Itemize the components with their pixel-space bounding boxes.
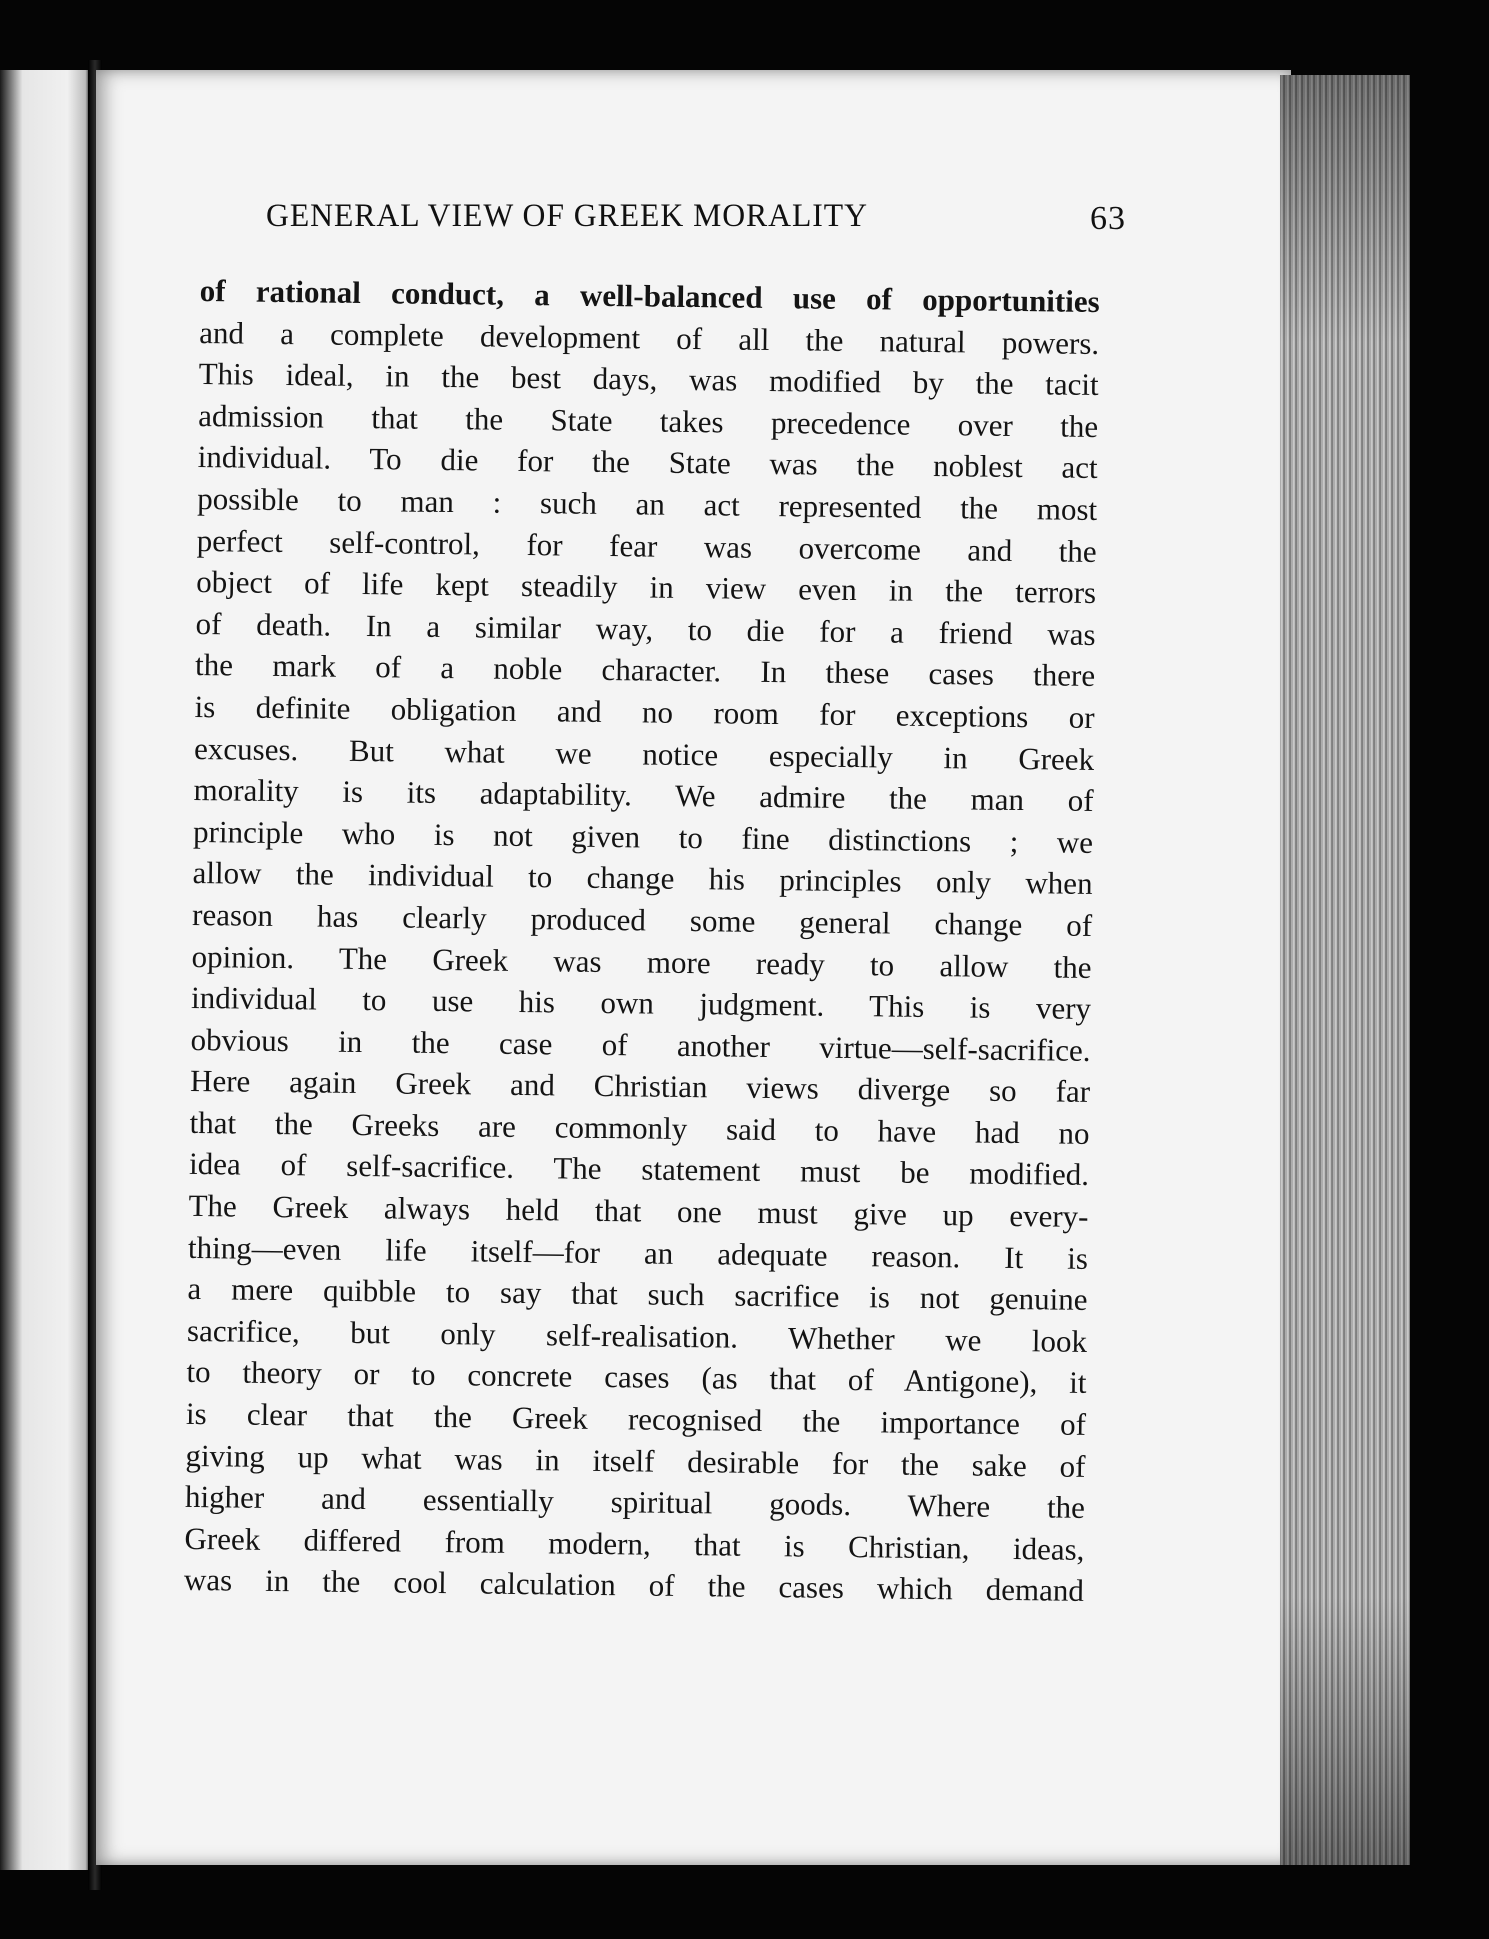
text-line: This ideal, in the best days, was modified by the tacit bbox=[198, 356, 1099, 403]
running-header bbox=[266, 198, 1126, 235]
page-number: 63 bbox=[1090, 200, 1126, 237]
text-line: is clear that the Greek recognised the importance of bbox=[185, 1395, 1087, 1442]
text-line: that the Greeks are commonly said to have had no bbox=[189, 1104, 1090, 1151]
text-line: admission that the State takes precedence over the bbox=[198, 397, 1099, 444]
text-line: individual to use his own judgment. This is very bbox=[190, 980, 1092, 1027]
text-line: individual. To die for the State was the noblest act bbox=[197, 439, 1098, 486]
text-line: reason has clearly produced some general change of bbox=[191, 896, 1093, 943]
text-line: of rational conduct, a well-balanced use of opportunities bbox=[199, 272, 1100, 319]
text-line: perfect self-control, for fear was overcome and the bbox=[196, 522, 1097, 569]
page-edges bbox=[1280, 75, 1410, 1865]
text-line: is definite obligation and no room for exceptions or bbox=[194, 688, 1095, 735]
text-line: was in the cool calculation of the cases which demand bbox=[183, 1562, 1085, 1609]
adjacent-left-page bbox=[0, 70, 90, 1870]
text-line: opinion. The Greek was more ready to allow the bbox=[191, 938, 1092, 985]
text-line: possible to man : such an act represented the most bbox=[196, 480, 1098, 527]
text-line: idea of self-sacrifice. The statement must be modified. bbox=[188, 1146, 1090, 1193]
text-line: Greek differed from modern, that is Christian, ideas, bbox=[184, 1520, 1085, 1567]
text-line: principle who is not given to fine distinctions ; we bbox=[192, 813, 1094, 860]
text-line: morality is its adaptability. We admire the man of bbox=[193, 772, 1094, 819]
text-line: allow the individual to change his principles only when bbox=[192, 855, 1093, 902]
text-line: the mark of a noble character. In these cases there bbox=[194, 647, 1096, 694]
text-line: of death. In a similar way, to die for a friend was bbox=[195, 605, 1096, 652]
body-text bbox=[184, 270, 1100, 1612]
text-line: thing—even life itself—for an adequate reason. It is bbox=[187, 1229, 1089, 1276]
text-line: obvious in the case of another virtue—self-sacrifice. bbox=[190, 1021, 1091, 1068]
text-line: and a complete development of all the natural powers. bbox=[199, 314, 1100, 361]
text-line: The Greek always held that one must give up every- bbox=[188, 1187, 1089, 1234]
text-line: object of life kept steadily in view even in the terrors bbox=[195, 564, 1097, 611]
text-line: Here again Greek and Christian views diverge so far bbox=[189, 1063, 1091, 1110]
text-line: a mere quibble to say that such sacrifice is not genuine bbox=[187, 1271, 1088, 1318]
text-line: giving up what was in itself desirable for the sake of bbox=[185, 1437, 1086, 1484]
text-line: excuses. But what we notice especially in Greek bbox=[193, 730, 1095, 777]
text-line: higher and essentially spiritual goods. Where the bbox=[184, 1479, 1086, 1526]
text-line: sacrifice, but only self-realisation. Whether we look bbox=[186, 1312, 1088, 1359]
text-line: to theory or to concrete cases (as that of Antigone), it bbox=[186, 1354, 1087, 1401]
running-title: GENERAL VIEW OF GREEK MORALITY bbox=[266, 198, 868, 234]
